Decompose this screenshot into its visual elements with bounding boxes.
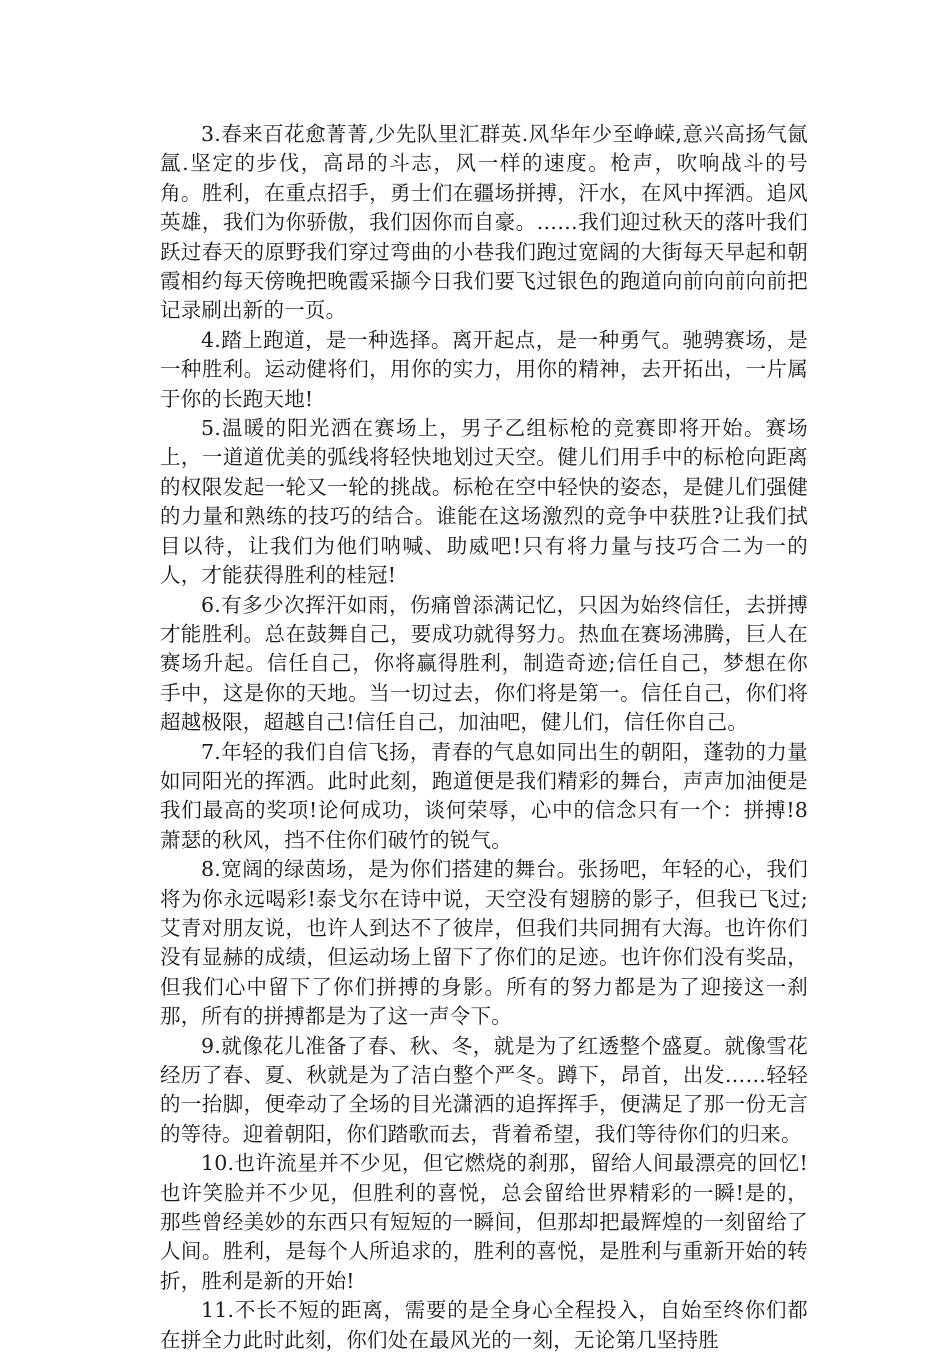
paragraph-11: 11.不长不短的距离，需要的是全身心全程投入，自始至终你们都在拼全力此时此刻，你们处在最风光的一刻，无论第几坚持胜 — [160, 1298, 808, 1352]
paragraph-3: 3.春来百花愈菁菁,少先队里汇群英.风华年少至峥嵘,意兴高扬气氤氲.坚定的步伐，高昂的斗志，风一样的速度。枪声，吹响战斗的号角。胜利，在重点招手，勇士们在疆场拼搏，汗水，在风中挥洒。追风英雄，我们为你骄傲，我们因你而自豪。……我们迎过秋天的落叶我们跃过春天的原野我们穿过弯曲的小巷我们跑过宽阔的大街每天早起和朝霞相约每天傍晚把晚霞采撷今日我们要飞过银色的跑道向前向前向前把记录刷出新的一页。 — [160, 122, 808, 323]
document-body — [160, 120, 808, 1355]
paragraph-6: 6.有多少次挥汗如雨，伤痛曾添满记忆，只因为始终信任，去拼搏才能胜利。总在鼓舞自己，要成功就得努力。热血在赛场沸腾，巨人在赛场升起。信任自己，你将赢得胜利，制造奇迹;信任自己，梦想在你手中，这是你的天地。当一切过去，你们将是第一。信任自己，你们将超越极限，超越自己!信任自己，加油吧，健儿们，信任你自己。 — [160, 592, 808, 735]
paragraph-10: 10.也许流星并不少见，但它燃烧的刹那，留给人间最漂亮的回忆!也许笑脸并不少见，但胜利的喜悦，总会留给世界精彩的一瞬!是的，那些曾经美妙的东西只有短短的一瞬间，但那却把最辉煌的一刻留给了人间。胜利，是每个人所追求的，胜利的喜悦，是胜利与重新开始的转折，胜利是新的开始! — [160, 1151, 808, 1293]
paragraph-5: 5.温暖的阳光洒在赛场上，男子乙组标枪的竞赛即将开始。赛场上，一道道优美的弧线将轻快地划过天空。健儿们用手中的标枪向距离的权限发起一轮又一轮的挑战。标枪在空中轻快的姿态，是健儿们强健的力量和熟练的技巧的结合。谁能在这场激烈的竞争中获胜?让我们拭目以待，让我们为他们呐喊、助威吧!只有将力量与技巧合二为一的人，才能获得胜利的桂冠! — [160, 416, 808, 588]
paragraph-4: 4.踏上跑道，是一种选择。离开起点，是一种勇气。驰骋赛场，是一种胜利。运动健将们，用你的实力，用你的精神，去开拓出，一片属于你的长跑天地! — [160, 327, 808, 411]
paragraph-9: 9.就像花儿准备了春、秋、冬，就是为了红透整个盛夏。就像雪花经历了春、夏、秋就是为了洁白整个严冬。蹲下，昂首，出发……轻轻的一抬脚，便牵动了全场的目光潇洒的追挥挥手，便满足了那一份无言的等待。迎着朝阳，你们踏歌而去，背着希望，我们等待你们的归来。 — [160, 1033, 808, 1146]
paragraph-7: 7.年轻的我们自信飞扬，青春的气息如同出生的朝阳，蓬勃的力量如同阳光的挥洒。此时此刻，跑道便是我们精彩的舞台，声声加油便是我们最高的奖项!论何成功，谈何荣辱，心中的信念只有一个：拼搏!8萧瑟的秋风，挡不住你们破竹的锐气。 — [160, 739, 808, 852]
paragraph-8: 8.宽阔的绿茵场，是为你们搭建的舞台。张扬吧，年轻的心，我们将为你永远喝彩!泰戈尔在诗中说，天空没有翅膀的影子，但我已飞过;艾青对朋友说，也许人到达不了彼岸，但我们共同拥有大海。也许你们没有显赫的成绩，但运动场上留下了你们的足迹。也许你们没有奖品，但我们心中留下了你们拼搏的身影。所有的努力都是为了迎接这一刹那，所有的拼搏都是为了这一声令下。 — [160, 857, 808, 1029]
